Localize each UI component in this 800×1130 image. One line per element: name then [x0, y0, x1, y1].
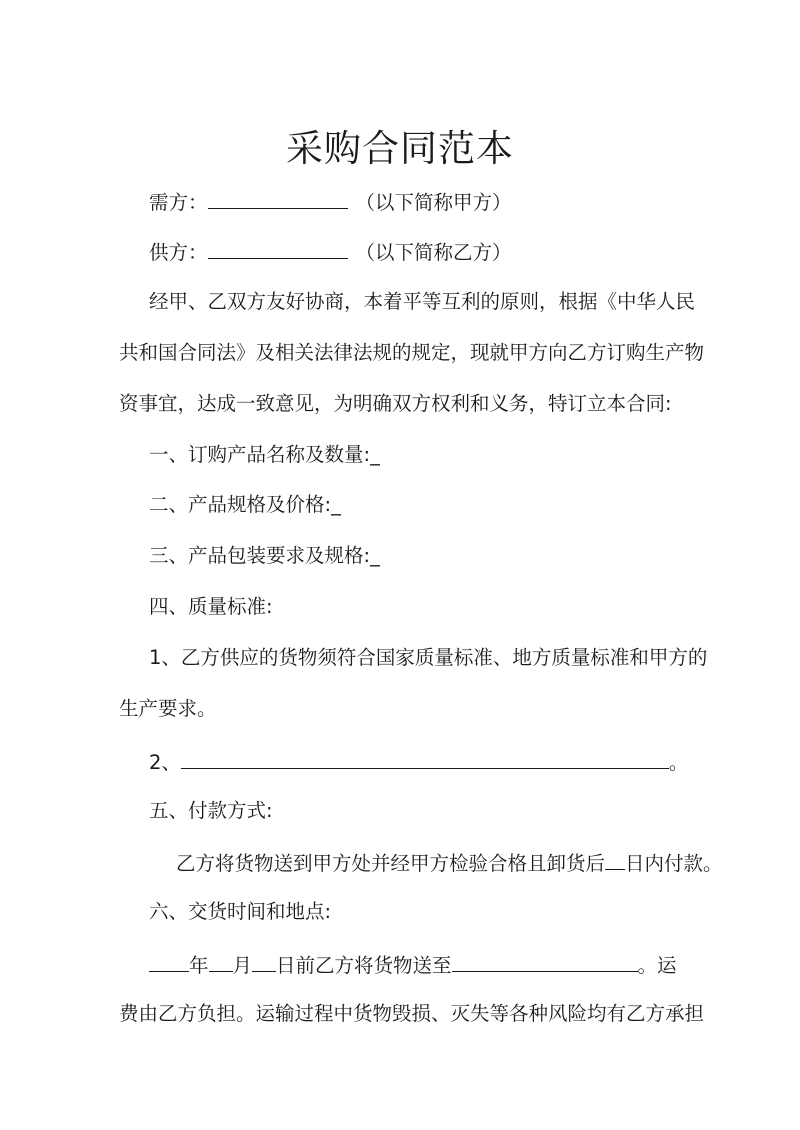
delivery-day-text: 日前乙方将货物送至 — [276, 954, 452, 977]
quality-item-1-line-1: 1、乙方供应的货物须符合国家质量标准、地方质量标准和甲方的 — [149, 646, 708, 669]
payment-days-blank — [605, 851, 625, 870]
section-2-heading: 二、产品规格及价格:_ — [149, 493, 341, 516]
supplier-line — [119, 240, 711, 263]
section-1-heading: 一、订购产品名称及数量:_ — [149, 443, 380, 466]
payment-terms-part-1: 乙方将货物送到甲方处并经甲方检验合格且卸货后 — [176, 852, 606, 875]
buyer-blank — [208, 190, 348, 209]
delivery-line-1 — [119, 953, 711, 976]
quality-item-2-prefix: 2、 — [149, 751, 181, 774]
delivery-place-blank — [452, 953, 638, 972]
section-3-heading: 三、产品包装要求及规格:_ — [149, 544, 380, 567]
payment-terms — [119, 851, 738, 874]
quality-item-1-line-2: 生产要求。 — [119, 697, 217, 720]
quality-item-2-suffix: 。 — [668, 751, 689, 774]
intro-paragraph-line-1: 经甲、乙双方友好协商，本着平等互利的原则，根据《中华人民 — [149, 290, 696, 313]
quality-item-2 — [119, 750, 711, 773]
intro-paragraph-line-3: 资事宜，达成一致意见，为明确双方权利和义务，特订立本合同: — [119, 392, 672, 415]
buyer-line — [119, 190, 711, 213]
intro-paragraph-line-2: 共和国合同法》及相关法律法规的规定，现就甲方向乙方订购生产物 — [119, 341, 705, 364]
supplier-blank — [208, 240, 348, 259]
quality-item-2-blank — [181, 750, 669, 769]
buyer-note: （以下简称甲方） — [355, 191, 512, 214]
delivery-day-blank — [252, 953, 276, 972]
delivery-line-2: 费由乙方负担。运输过程中货物毁损、灭失等各种风险均有乙方承担 — [119, 1002, 705, 1025]
delivery-year-label: 年 — [189, 954, 209, 977]
delivery-year-blank — [149, 953, 189, 972]
supplier-note: （以下简称乙方） — [355, 241, 512, 264]
payment-terms-part-2: 日内付款。 — [625, 852, 723, 875]
delivery-month-label: 月 — [232, 954, 253, 977]
delivery-month-blank — [209, 953, 233, 972]
delivery-line-1-end: 。运 — [637, 954, 677, 977]
section-5-heading: 五、付款方式: — [149, 799, 273, 822]
section-6-heading: 六、交货时间和地点: — [149, 900, 332, 923]
section-4-heading: 四、质量标准: — [149, 595, 273, 618]
buyer-label: 需方： — [149, 191, 208, 214]
document-title: 采购合同范本 — [286, 127, 514, 170]
supplier-label: 供方： — [149, 241, 208, 264]
